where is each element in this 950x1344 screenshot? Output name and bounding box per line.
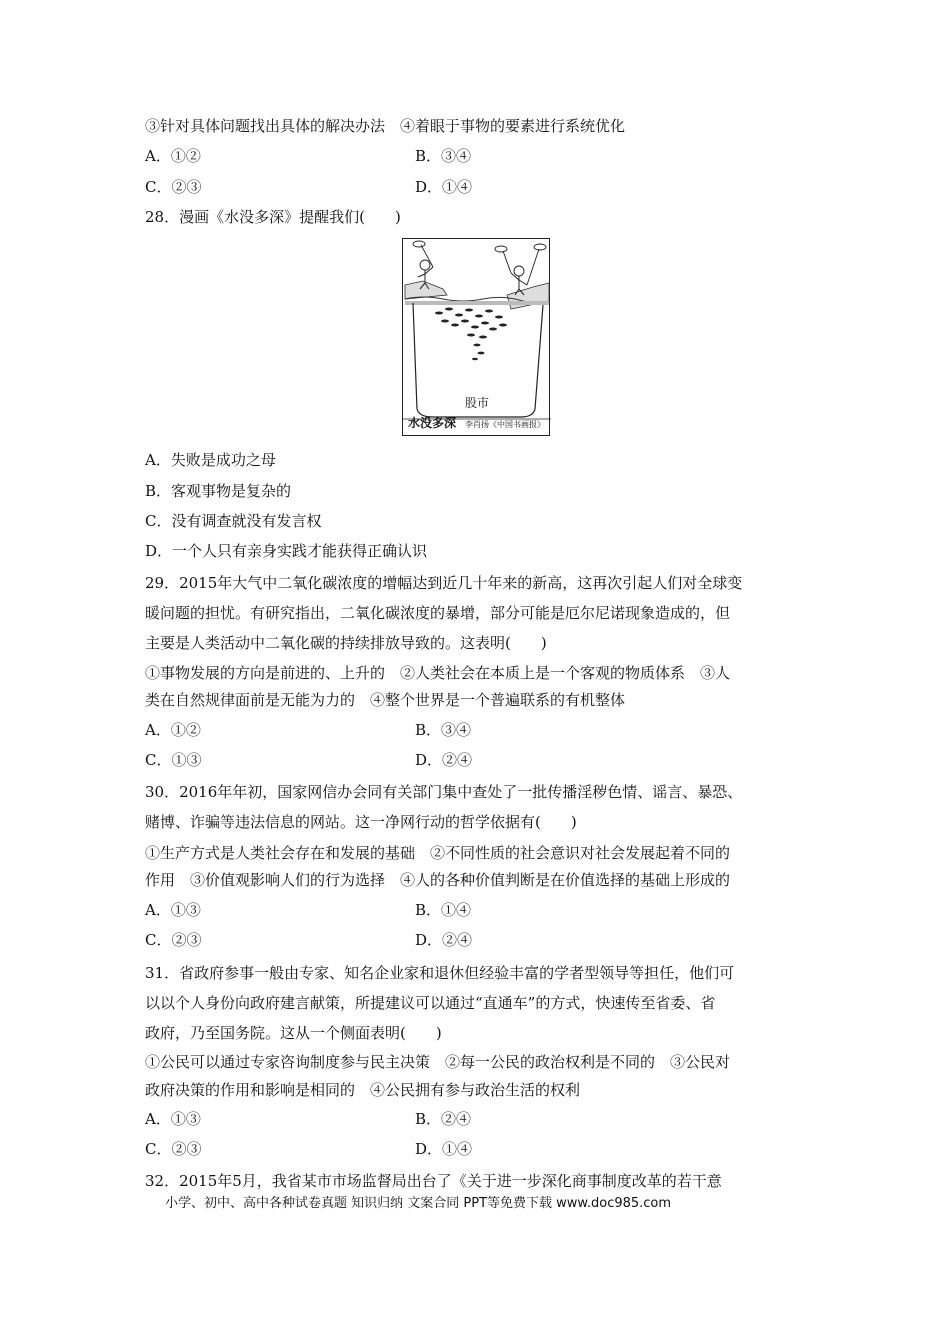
option-c-q28: C．没有调查就没有发言权 xyxy=(145,512,322,530)
question-30-line-2: 赌博、诈骗等违法信息的网站。这一净网行动的哲学依据有( ) xyxy=(145,813,577,831)
question-29-line-3: 主要是人类活动中二氧化碳的持续排放导致的。这表明( ) xyxy=(145,634,547,652)
option-a-q30: A．①③ xyxy=(145,901,201,919)
option-d-q31: D．①④ xyxy=(415,1140,473,1158)
option-a-q31: A．①③ xyxy=(145,1110,201,1128)
question-31-line-1: 31．省政府参事一般由专家、知名企业家和退休但经验丰富的学者型领导等担任，他们可 xyxy=(145,964,735,982)
option-a-q27: A．①② xyxy=(145,147,201,165)
option-line-q27-3-4: ③针对具体问题找出具体的解决办法 ④着眼于事物的要素进行系统优化 xyxy=(145,117,626,135)
option-b-q27: B．③④ xyxy=(415,147,472,165)
cartoon-credit: 李肖扬《中国书画报》 xyxy=(465,420,545,429)
option-a-q28: A．失败是成功之母 xyxy=(145,451,276,469)
option-c-q27: C．②③ xyxy=(145,178,202,196)
question-29-line-1: 29．2015年大气中二氧化碳浓度的增幅达到近几十年来的新高，这再次引起人们对全球变 xyxy=(145,574,743,592)
cartoon-caption: 水没多深 xyxy=(408,416,457,430)
question-30-statements-2: 作用 ③价值观影响人们的行为选择 ④人的各种价值判断是在价值选择的基础上形成的 xyxy=(145,871,731,889)
option-d-q30: D．②④ xyxy=(415,931,473,949)
option-d-q27: D．①④ xyxy=(415,178,473,196)
question-29-statements-1: ①事物发展的方向是前进的、上升的 ②人类社会在本质上是一个客观的物质体系 ③人 xyxy=(145,664,731,682)
option-d-q28: D．一个人只有亲身实践才能获得正确认识 xyxy=(145,542,428,560)
option-b-q30: B．①④ xyxy=(415,901,472,919)
question-29-statements-2: 类在自然规律面前是无能为力的 ④整个世界是一个普遍联系的有机整体 xyxy=(145,691,626,709)
option-b-q29: B．③④ xyxy=(415,721,472,739)
question-31-line-3: 政府，乃至国务院。这从一个侧面表明( ) xyxy=(145,1024,442,1042)
option-b-q28: B．客观事物是复杂的 xyxy=(145,482,292,500)
question-31-statements-1: ①公民可以通过专家咨询制度参与民主决策 ②每一公民的政治权利是不同的 ③公民对 xyxy=(145,1053,731,1071)
cartoon-cup-label: 股市 xyxy=(464,396,489,410)
question-29-line-2: 暖问题的担忧。有研究指出，二氧化碳浓度的暴增，部分可能是厄尔尼诺现象造成的，但 xyxy=(145,604,731,622)
option-c-q29: C．①③ xyxy=(145,751,202,769)
question-28: 28．漫画《水没多深》提醒我们( ) xyxy=(145,208,401,226)
page-footer: 小学、初中、高中各种试卷真题 知识归纳 文案合同 PPT等免费下载 www.doc985.com xyxy=(165,1196,672,1211)
option-a-q29: A．①② xyxy=(145,721,201,739)
option-b-q31: B．②④ xyxy=(415,1110,472,1128)
question-32-line-1: 32．2015年5月，我省某市市场监督局出台了《关于进一步深化商事制度改革的若干意 xyxy=(145,1172,722,1190)
cartoon-image xyxy=(402,238,550,436)
question-30-statements-1: ①生产方式是人类社会存在和发展的基础 ②不同性质的社会意识对社会发展起着不同的 xyxy=(145,844,731,862)
option-d-q29: D．②④ xyxy=(415,751,473,769)
option-c-q30: C．②③ xyxy=(145,931,202,949)
question-31-statements-2: 政府决策的作用和影响是相同的 ④公民拥有参与政治生活的权利 xyxy=(145,1081,581,1099)
option-c-q31: C．②③ xyxy=(145,1140,202,1158)
question-31-line-2: 以以个人身份向政府建言献策，所提建议可以通过“直通车”的方式，快速传至省委、省 xyxy=(145,994,716,1012)
question-30-line-1: 30．2016年年初，国家网信办会同有关部门集中查处了一批传播淫秽色情、谣言、暴恐、 xyxy=(145,783,743,801)
